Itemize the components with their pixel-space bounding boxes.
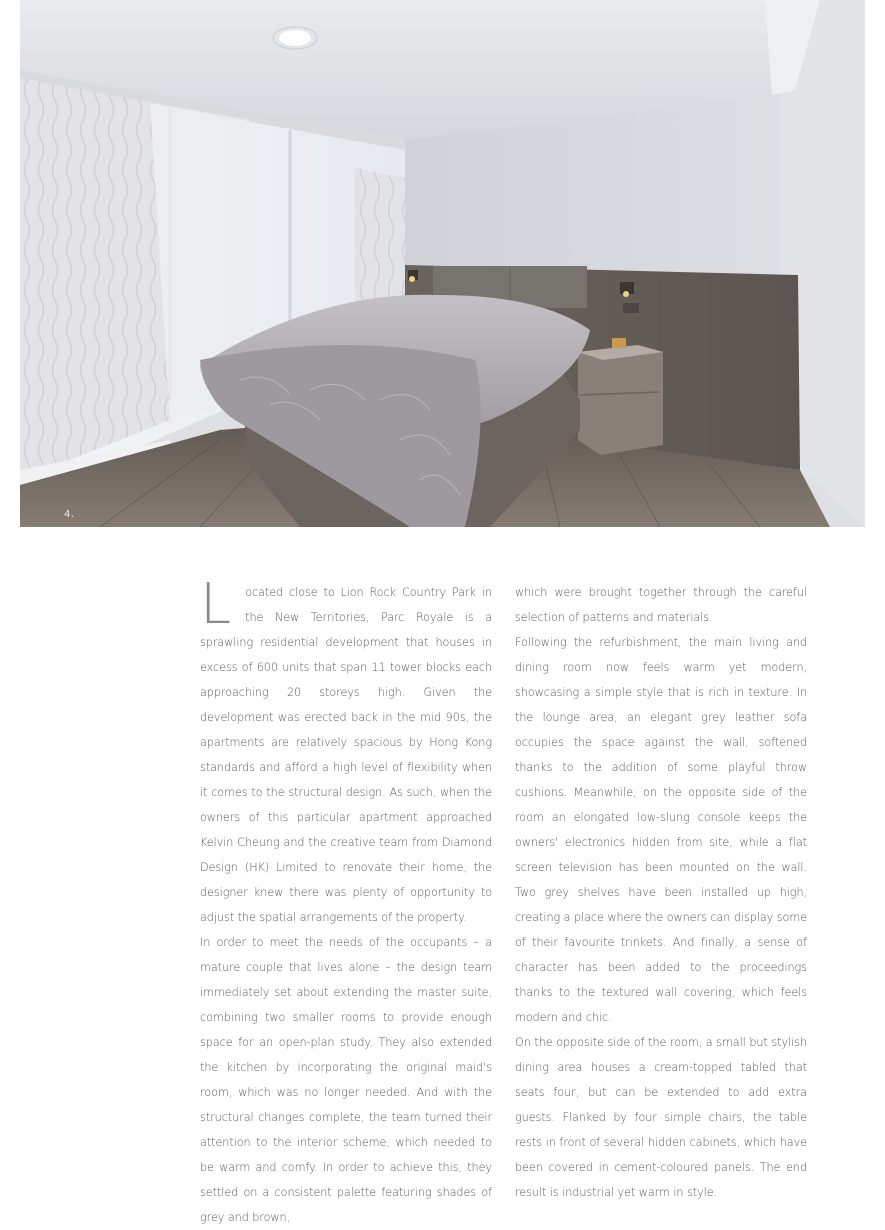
article-paragraph-2 <box>200 930 492 1230</box>
photo-caption: 4. <box>64 509 75 520</box>
bedroom-photo <box>20 0 865 527</box>
drop-cap: L <box>200 572 232 637</box>
paragraph-text: On the opposite side of the room, a small but stylish dining area houses a cream-topped tabled that seats four, but can be extended to add extra guests. Flanked by four simple chairs, the table rests in front of several hidden cabinets, which have been covered in cement-coloured panels. The end result is industrial yet warm in style. <box>515 1036 807 1199</box>
paragraph-text: In order to meet the needs of the occupants – a mature couple that lives alone – the design team immediately set about extending the master suite, combining two smaller rooms to provide enough space for an open-plan study. They also extended the kitchen by incorporating the original maid's room, which was no longer needed. And with the structural changes complete, the team turned their attention to the interior scheme, which needed to be warm and comfy. In order to achieve this, they settled on a consistent palette featuring shades of grey and brown, <box>200 936 492 1224</box>
bedroom-illustration <box>20 0 865 527</box>
article-paragraph-5 <box>515 1030 807 1205</box>
article-right-column <box>515 580 807 1205</box>
article-paragraph-3 <box>515 580 807 630</box>
article-paragraph-4 <box>515 630 807 1030</box>
paragraph-text: which were brought together through the careful selection of patterns and materials. <box>515 586 807 624</box>
paragraph-text: ocated close to Lion Rock Country Park in the New Territories, Parc Royale is a sprawling residential development that houses in excess of 600 units that span 11 tower blocks each approaching 20 storeys high. Given the development was erected back in the mid 90s, the apartments are relatively spacious by Hong Kong standards and afford a high level of flexibility when it comes to the structural design. As such, when the owners of this particular apartment approached Kelvin Cheung and the creative team from Diamond Design (HK) Limited to renovate their home, the designer knew there was plenty of opportunity to adjust the spatial arrangements of the property. <box>200 586 492 924</box>
article-left-column <box>200 572 492 1230</box>
article-paragraph-1 <box>200 572 492 930</box>
paragraph-text: Following the refurbishment, the main living and dining room now feels warm yet modern, showcasing a simple style that is rich in texture. In the lounge area, an elegant grey leather sofa occupies the space against the wall, softened thanks to the addition of some playful throw cushions. Meanwhile, on the opposite side of the room an elongated low-slung console keeps the owners' electronics hidden from site, while a flat screen television has been mounted on the wall. Two grey shelves have been installed up high, creating a place where the owners can display some of their favourite trinkets. And finally, a sense of character has been added to the proceedings thanks to the textured wall covering, which feels modern and chic. <box>515 636 807 1024</box>
